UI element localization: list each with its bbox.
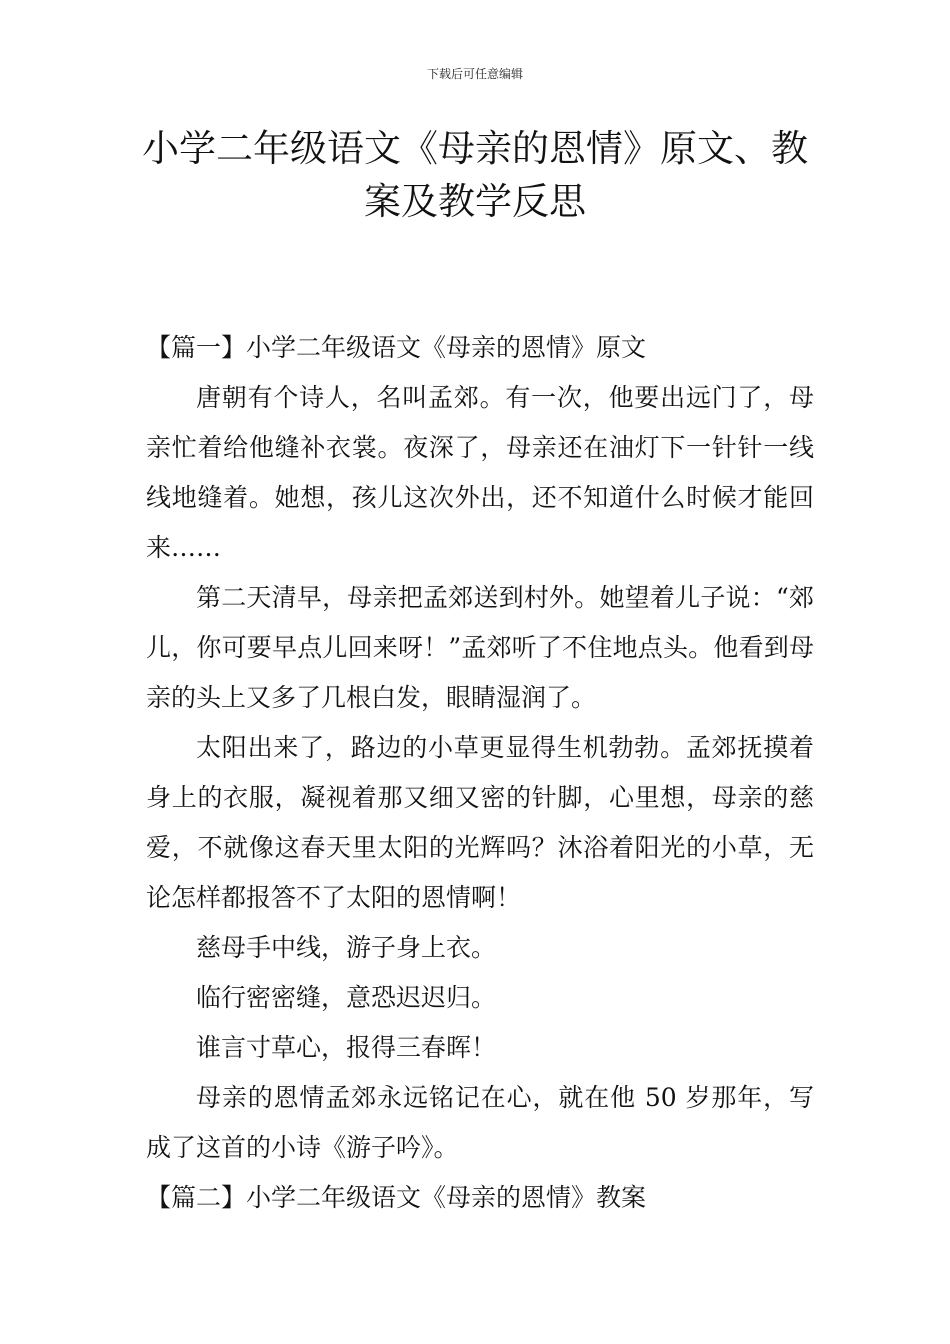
- section-heading-1: 【篇一】小学二年级语文《母亲的恩情》原文: [146, 333, 647, 362]
- document-title: 小学二年级语文《母亲的恩情》原文、教案及教学反思: [142, 127, 808, 223]
- paragraph: 第二天清早，母亲把孟郊送到村外。她望着儿子说：“郊儿，你可要早点儿回来呀！”孟郊听了不住地点头。他看到母亲的头上又多了几根白发，眼睛湿润了。: [146, 583, 814, 712]
- poem-line: 临行密密缝，意恐迟迟归。: [196, 983, 497, 1012]
- document-body: [146, 323, 814, 1223]
- poem-line: 慈母手中线，游子身上衣。: [196, 933, 497, 962]
- paragraph: 母亲的恩情孟郊永远铭记在心，就在他 50 岁那年，写成了这首的小诗《游子吟》。: [146, 1083, 814, 1162]
- paragraph: 太阳出来了，路边的小草更显得生机勃勃。孟郊抚摸着身上的衣服，凝视着那又细又密的针脚，心里想，母亲的慈爱，不就像这春天里太阳的光辉吗？沐浴着阳光的小草，无论怎样都报答不了太阳的恩情啊！: [146, 733, 814, 912]
- paragraph: 唐朝有个诗人，名叫孟郊。有一次，他要出远门了，母亲忙着给他缝补衣裳。夜深了，母亲还在油灯下一针针一线线地缝着。她想，孩儿这次外出，还不知道什么时候才能回来……: [146, 383, 814, 562]
- header-note: 下载后可任意编辑: [426, 67, 523, 81]
- section-heading-2: 【篇二】小学二年级语文《母亲的恩情》教案: [146, 1183, 647, 1212]
- poem-line: 谁言寸草心，报得三春晖！: [196, 1033, 497, 1062]
